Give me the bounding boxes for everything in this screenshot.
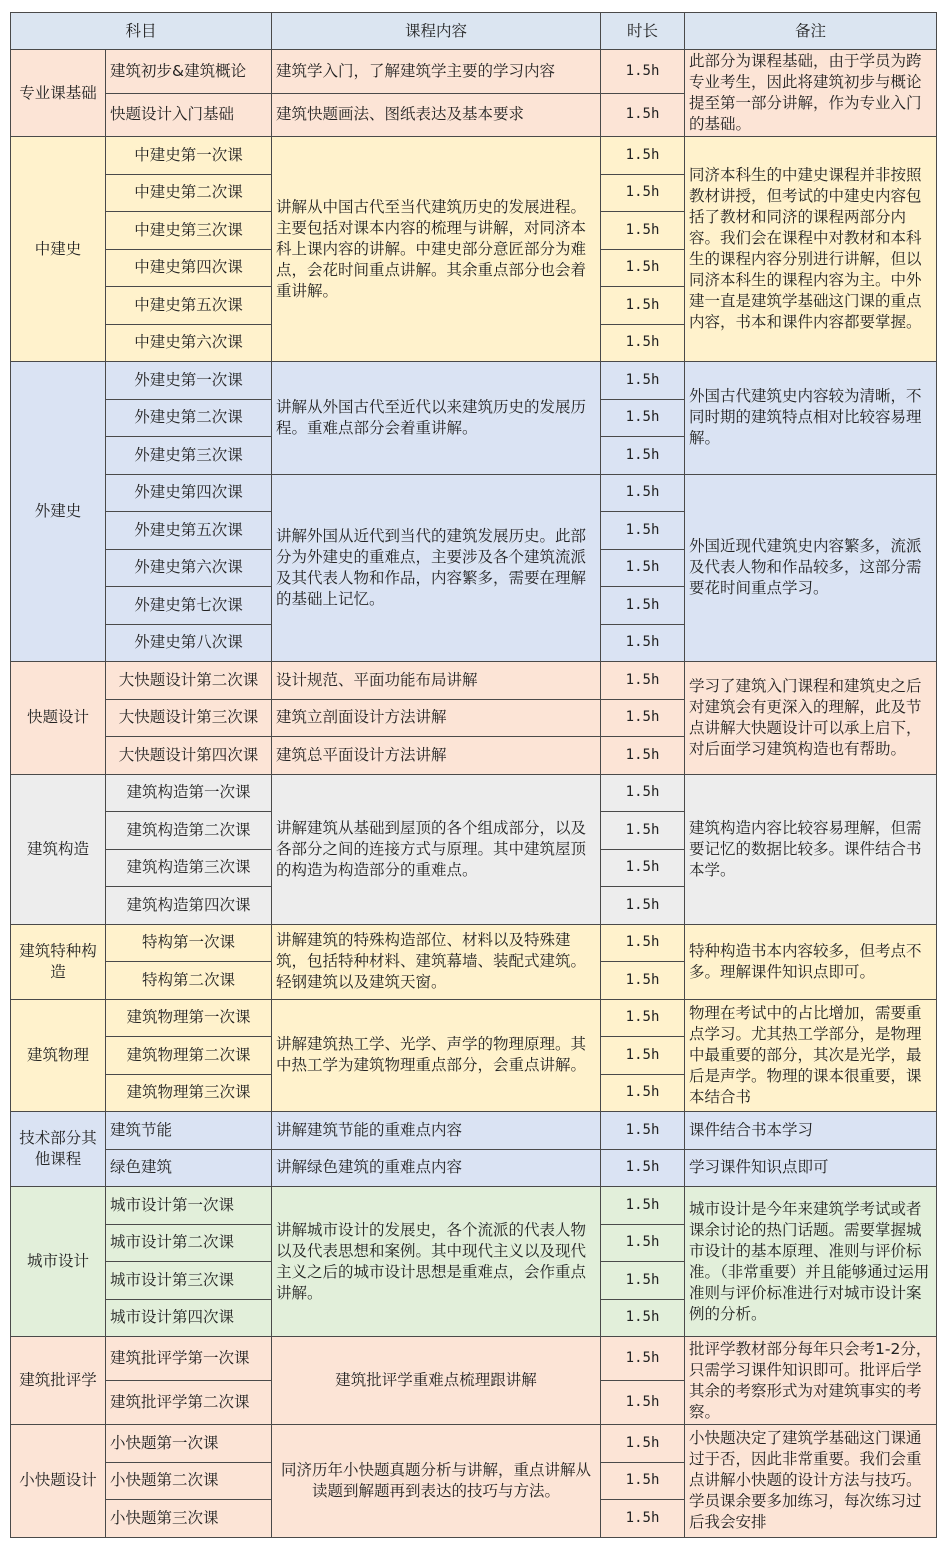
duration-cell: 1.5h [601, 849, 685, 887]
table-row [11, 1149, 937, 1187]
content-cell: 设计规范、平面功能布局讲解 [272, 662, 601, 700]
header-subject: 科目 [11, 13, 272, 50]
table-row [11, 1187, 937, 1225]
lesson-cell: 城市设计第一次课 [106, 1187, 272, 1225]
table-row [11, 1425, 937, 1463]
duration-cell: 1.5h [601, 512, 685, 550]
subject-cell: 快题设计 [11, 662, 106, 775]
duration-cell: 1.5h [601, 1074, 685, 1112]
subject-cell: 建筑批评学 [11, 1337, 106, 1425]
duration-cell: 1.5h [601, 999, 685, 1037]
content-cell: 建筑学入门，了解建筑学主要的学习内容 [272, 50, 601, 94]
header-remark: 备注 [685, 13, 937, 50]
remark-cell: 物理在考试中的占比增加，需要重点学习。尤其热工学部分，是物理中最重要的部分，其次是光学，最后是声学。物理的课本很重要，课本结合书 [685, 999, 937, 1112]
content-cell: 同济历年小快题真题分析与讲解，重点讲解从读题到解题再到表达的技巧与方法。 [272, 1425, 601, 1538]
lesson-cell: 建筑初步&建筑概论 [106, 50, 272, 94]
subject-cell: 中建史 [11, 137, 106, 362]
header-row [11, 13, 937, 50]
lesson-cell: 小快题第二次课 [106, 1462, 272, 1500]
remark-cell: 同济本科生的中建史课程并非按照教材讲授，但考试的中建史内容包括了教材和同济的课程两部分内容。我们会在课程中对教材和本科生的课程内容分别进行讲解，但以同济本科生的课程内容为主。中外建一直是建筑学基础这门课的重点内容，书本和课件内容都要掌握。 [685, 137, 937, 362]
duration-cell: 1.5h [601, 1262, 685, 1300]
lesson-cell: 建筑构造第四次课 [106, 887, 272, 925]
lesson-cell: 建筑物理第二次课 [106, 1037, 272, 1075]
duration-cell: 1.5h [601, 1500, 685, 1538]
header-content: 课程内容 [272, 13, 601, 50]
lesson-cell: 中建史第二次课 [106, 174, 272, 212]
lesson-cell: 外建史第一次课 [106, 362, 272, 400]
duration-cell: 1.5h [601, 1037, 685, 1075]
lesson-cell: 小快题第一次课 [106, 1425, 272, 1463]
duration-cell: 1.5h [601, 549, 685, 587]
duration-cell: 1.5h [601, 1187, 685, 1225]
table-row [11, 774, 937, 812]
content-cell: 建筑总平面设计方法讲解 [272, 737, 601, 775]
lesson-cell: 中建史第四次课 [106, 249, 272, 287]
lesson-cell: 外建史第四次课 [106, 474, 272, 512]
duration-cell: 1.5h [601, 1112, 685, 1150]
lesson-cell: 大快题设计第二次课 [106, 662, 272, 700]
lesson-cell: 外建史第三次课 [106, 437, 272, 475]
table-row [11, 362, 937, 400]
lesson-cell: 建筑节能 [106, 1112, 272, 1150]
lesson-cell: 建筑物理第一次课 [106, 999, 272, 1037]
duration-cell: 1.5h [601, 587, 685, 625]
duration-cell: 1.5h [601, 437, 685, 475]
remark-cell: 特种构造书本内容较多，但考点不多。理解课件知识点即可。 [685, 924, 937, 999]
lesson-cell: 外建史第五次课 [106, 512, 272, 550]
duration-cell: 1.5h [601, 737, 685, 775]
lesson-cell: 建筑批评学第一次课 [106, 1337, 272, 1381]
duration-cell: 1.5h [601, 362, 685, 400]
content-cell: 建筑立剖面设计方法讲解 [272, 699, 601, 737]
lesson-cell: 建筑批评学第二次课 [106, 1381, 272, 1425]
lesson-cell: 中建史第五次课 [106, 287, 272, 325]
lesson-cell: 外建史第七次课 [106, 587, 272, 625]
lesson-cell: 中建史第六次课 [106, 324, 272, 362]
remark-cell: 批评学教材部分每年只会考1-2分，只需学习课件知识即可。批评后学其余的考察形式为对建筑事实的考察。 [685, 1337, 937, 1425]
lesson-cell: 大快题设计第三次课 [106, 699, 272, 737]
duration-cell: 1.5h [601, 287, 685, 325]
lesson-cell: 建筑构造第一次课 [106, 774, 272, 812]
duration-cell: 1.5h [601, 93, 685, 137]
lesson-cell: 外建史第八次课 [106, 624, 272, 662]
duration-cell: 1.5h [601, 1337, 685, 1381]
subject-cell: 专业课基础 [11, 50, 106, 137]
duration-cell: 1.5h [601, 924, 685, 962]
lesson-cell: 城市设计第二次课 [106, 1224, 272, 1262]
duration-cell: 1.5h [601, 137, 685, 175]
lesson-cell: 外建史第六次课 [106, 549, 272, 587]
table-row [11, 662, 937, 700]
content-cell: 讲解建筑节能的重难点内容 [272, 1112, 601, 1150]
content-cell: 讲解建筑的特殊构造部位、材料以及特殊建筑，包括特种材料、建筑幕墙、装配式建筑。轻钢建筑以及建筑天窗。 [272, 924, 601, 999]
lesson-cell: 外建史第二次课 [106, 399, 272, 437]
duration-cell: 1.5h [601, 399, 685, 437]
duration-cell: 1.5h [601, 962, 685, 1000]
table-row [11, 137, 937, 175]
subject-cell: 建筑特种构造 [11, 924, 106, 999]
remark-cell: 建筑构造内容比较容易理解，但需要记忆的数据比较多。课件结合书本学。 [685, 774, 937, 924]
lesson-cell: 特构第二次课 [106, 962, 272, 1000]
content-cell: 讲解从外国古代至近代以来建筑历史的发展历程。重难点部分会着重讲解。 [272, 362, 601, 475]
content-cell: 讲解绿色建筑的重难点内容 [272, 1149, 601, 1187]
duration-cell: 1.5h [601, 1425, 685, 1463]
remark-cell: 课件结合书本学习 [685, 1112, 937, 1150]
table-row [11, 1112, 937, 1150]
remark-cell: 城市设计是今年来建筑学考试或者课余讨论的热门话题。需要掌握城市设计的基本原理、准则与评价标准。（非常重要）并且能够通过运用准则与评价标准进行对城市设计案例的分析。 [685, 1187, 937, 1337]
content-cell: 讲解建筑从基础到屋顶的各个组成部分，以及各部分之间的连接方式与原理。其中建筑屋顶的构造为构造部分的重难点。 [272, 774, 601, 924]
lesson-cell: 中建史第一次课 [106, 137, 272, 175]
content-cell: 讲解从中国古代至当代建筑历史的发展进程。主要包括对课本内容的梳理与讲解，对同济本科上课内容的讲解。中建史部分意匠部分为难点，会花时间重点讲解。其余重点部分也会着重讲解。 [272, 137, 601, 362]
duration-cell: 1.5h [601, 174, 685, 212]
content-cell: 建筑批评学重难点梳理跟讲解 [272, 1337, 601, 1425]
duration-cell: 1.5h [601, 1224, 685, 1262]
lesson-cell: 大快题设计第四次课 [106, 737, 272, 775]
table-row [11, 999, 937, 1037]
subject-cell: 小快题设计 [11, 1425, 106, 1538]
subject-cell: 外建史 [11, 362, 106, 662]
duration-cell: 1.5h [601, 1462, 685, 1500]
duration-cell: 1.5h [601, 212, 685, 250]
lesson-cell: 快题设计入门基础 [106, 93, 272, 137]
duration-cell: 1.5h [601, 812, 685, 850]
duration-cell: 1.5h [601, 662, 685, 700]
lesson-cell: 小快题第三次课 [106, 1500, 272, 1538]
lesson-cell: 建筑构造第三次课 [106, 849, 272, 887]
content-cell: 讲解建筑热工学、光学、声学的物理原理。其中热工学为建筑物理重点部分，会重点讲解。 [272, 999, 601, 1112]
duration-cell: 1.5h [601, 249, 685, 287]
table-row [11, 924, 937, 962]
remark-cell: 学习课件知识点即可 [685, 1149, 937, 1187]
schedule-body [11, 50, 937, 1538]
table-row [11, 50, 937, 94]
remark-cell: 外国近现代建筑史内容繁多，流派及代表人物和作品较多，这部分需要花时间重点学习。 [685, 474, 937, 662]
subject-cell: 建筑物理 [11, 999, 106, 1112]
subject-cell: 建筑构造 [11, 774, 106, 924]
lesson-cell: 建筑物理第三次课 [106, 1074, 272, 1112]
lesson-cell: 特构第一次课 [106, 924, 272, 962]
lesson-cell: 建筑构造第二次课 [106, 812, 272, 850]
duration-cell: 1.5h [601, 624, 685, 662]
table-row [11, 1337, 937, 1381]
remark-cell: 此部分为课程基础，由于学员为跨专业考生，因此将建筑初步与概论提至第一部分讲解，作为专业入门的基础。 [685, 50, 937, 137]
lesson-cell: 绿色建筑 [106, 1149, 272, 1187]
remark-cell: 外国古代建筑史内容较为清晰，不同时期的建筑特点相对比较容易理解。 [685, 362, 937, 475]
course-schedule-table [10, 12, 937, 1538]
header-duration: 时长 [601, 13, 685, 50]
duration-cell: 1.5h [601, 774, 685, 812]
subject-cell: 技术部分其他课程 [11, 1112, 106, 1187]
table-row [11, 474, 937, 512]
lesson-cell: 城市设计第四次课 [106, 1299, 272, 1337]
remark-cell: 小快题决定了建筑学基础这门课通过于否，因此非常重要。我们会重点讲解小快题的设计方法与技巧。学员课余要多加练习，每次练习过后我会安排 [685, 1425, 937, 1538]
duration-cell: 1.5h [601, 474, 685, 512]
lesson-cell: 城市设计第三次课 [106, 1262, 272, 1300]
content-cell: 讲解外国从近代到当代的建筑发展历史。此部分为外建史的重难点，主要涉及各个建筑流派及其代表人物和作品，内容繁多，需要在理解的基础上记忆。 [272, 474, 601, 662]
content-cell: 建筑快题画法、图纸表达及基本要求 [272, 93, 601, 137]
duration-cell: 1.5h [601, 50, 685, 94]
duration-cell: 1.5h [601, 1381, 685, 1425]
duration-cell: 1.5h [601, 1299, 685, 1337]
duration-cell: 1.5h [601, 324, 685, 362]
lesson-cell: 中建史第三次课 [106, 212, 272, 250]
duration-cell: 1.5h [601, 887, 685, 925]
remark-cell: 学习了建筑入门课程和建筑史之后对建筑会有更深入的理解，此及节点讲解大快题设计可以承上启下，对后面学习建筑构造也有帮助。 [685, 662, 937, 775]
duration-cell: 1.5h [601, 699, 685, 737]
content-cell: 讲解城市设计的发展史，各个流派的代表人物以及代表思想和案例。其中现代主义以及现代主义之后的城市设计思想是重难点，会作重点讲解。 [272, 1187, 601, 1337]
duration-cell: 1.5h [601, 1149, 685, 1187]
subject-cell: 城市设计 [11, 1187, 106, 1337]
